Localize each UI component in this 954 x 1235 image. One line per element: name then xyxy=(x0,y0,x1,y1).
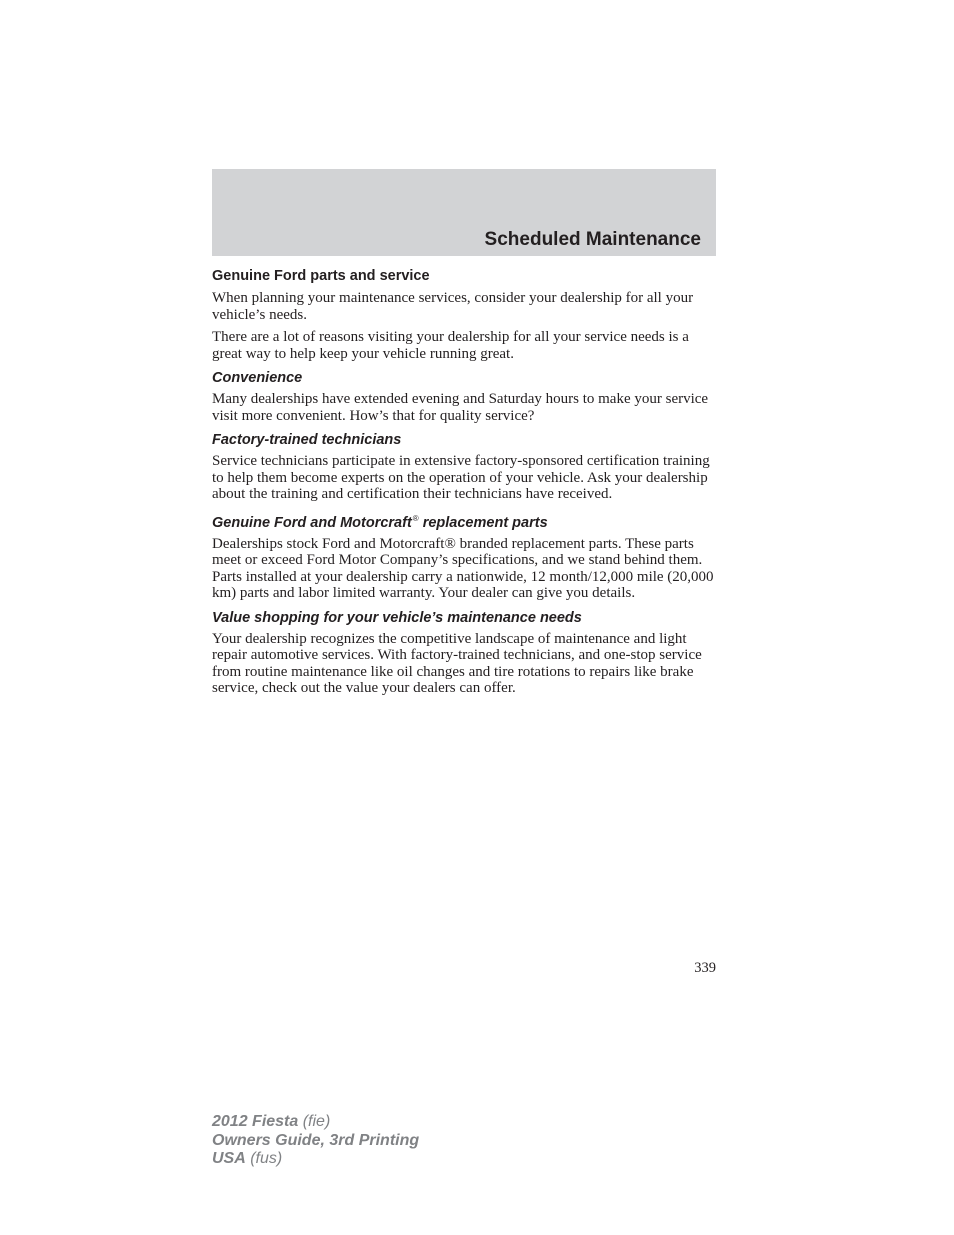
footer-guide-edition: Owners Guide, 3rd Printing xyxy=(212,1131,420,1149)
footer-model-code: (fie) xyxy=(298,1113,331,1130)
subheading-replacement-parts-prefix: Genuine Ford and Motorcraft xyxy=(212,514,412,531)
section-title: Scheduled Maintenance xyxy=(484,229,701,250)
subheading-replacement-parts xyxy=(212,510,718,532)
intro-paragraph-1: When planning your maintenance services, consider your dealership for all your vehicle’s needs. xyxy=(212,290,694,323)
page-content xyxy=(212,267,718,703)
page-number: 339 xyxy=(694,960,716,976)
subheading-factory-trained-technicians: Factory-trained technicians xyxy=(212,432,402,448)
paragraph-convenience: Many dealerships have extended evening and Saturday hours to make your service visit more convenient. How’s that for quality service? xyxy=(212,391,709,424)
paragraph-factory-trained-technicians: Service technicians participate in extensive factory-sponsored certification training to help them become experts on the operation of your vehicle. Ask your dealership about the training and certification their technicians have received. xyxy=(212,453,710,502)
main-heading: Genuine Ford parts and service xyxy=(212,268,430,284)
footer-line-1 xyxy=(212,1113,419,1132)
footer-model: 2012 Fiesta xyxy=(212,1113,299,1130)
registered-mark: ® xyxy=(412,513,419,523)
footer-market-code: (fus) xyxy=(245,1150,283,1167)
paragraph-replacement-parts: Dealerships stock Ford and Motorcraft® branded replacement parts. These parts meet or exceed Ford Motor Company’s specifications, and we stand behind them. Parts installed at your dealership carry a nationwide, 12 month/12,000 mile (20,000 km) parts and labor limited warranty. Your dealer can give you details. xyxy=(212,535,714,601)
section-header-band xyxy=(212,169,716,256)
footer-market: USA xyxy=(212,1150,246,1167)
intro-paragraph-2: There are a lot of reasons visiting your dealership for all your service needs is a great way to help keep your vehicle running great. xyxy=(212,329,689,362)
paragraph-value-shopping: Your dealership recognizes the competitive landscape of maintenance and light repair automotive services. With factory-trained technicians, and one-stop service from routine maintenance like oil changes and tire rotations to repairs like brake service, check out the value your dealers can offer. xyxy=(212,630,702,696)
subheading-value-shopping: Value shopping for your vehicle’s maintenance needs xyxy=(212,609,582,626)
footer-line-2 xyxy=(212,1132,419,1151)
subheading-convenience: Convenience xyxy=(212,370,303,386)
footer-line-3 xyxy=(212,1150,419,1169)
subheading-replacement-parts-suffix: replacement parts xyxy=(418,514,548,531)
footer xyxy=(212,1113,419,1169)
